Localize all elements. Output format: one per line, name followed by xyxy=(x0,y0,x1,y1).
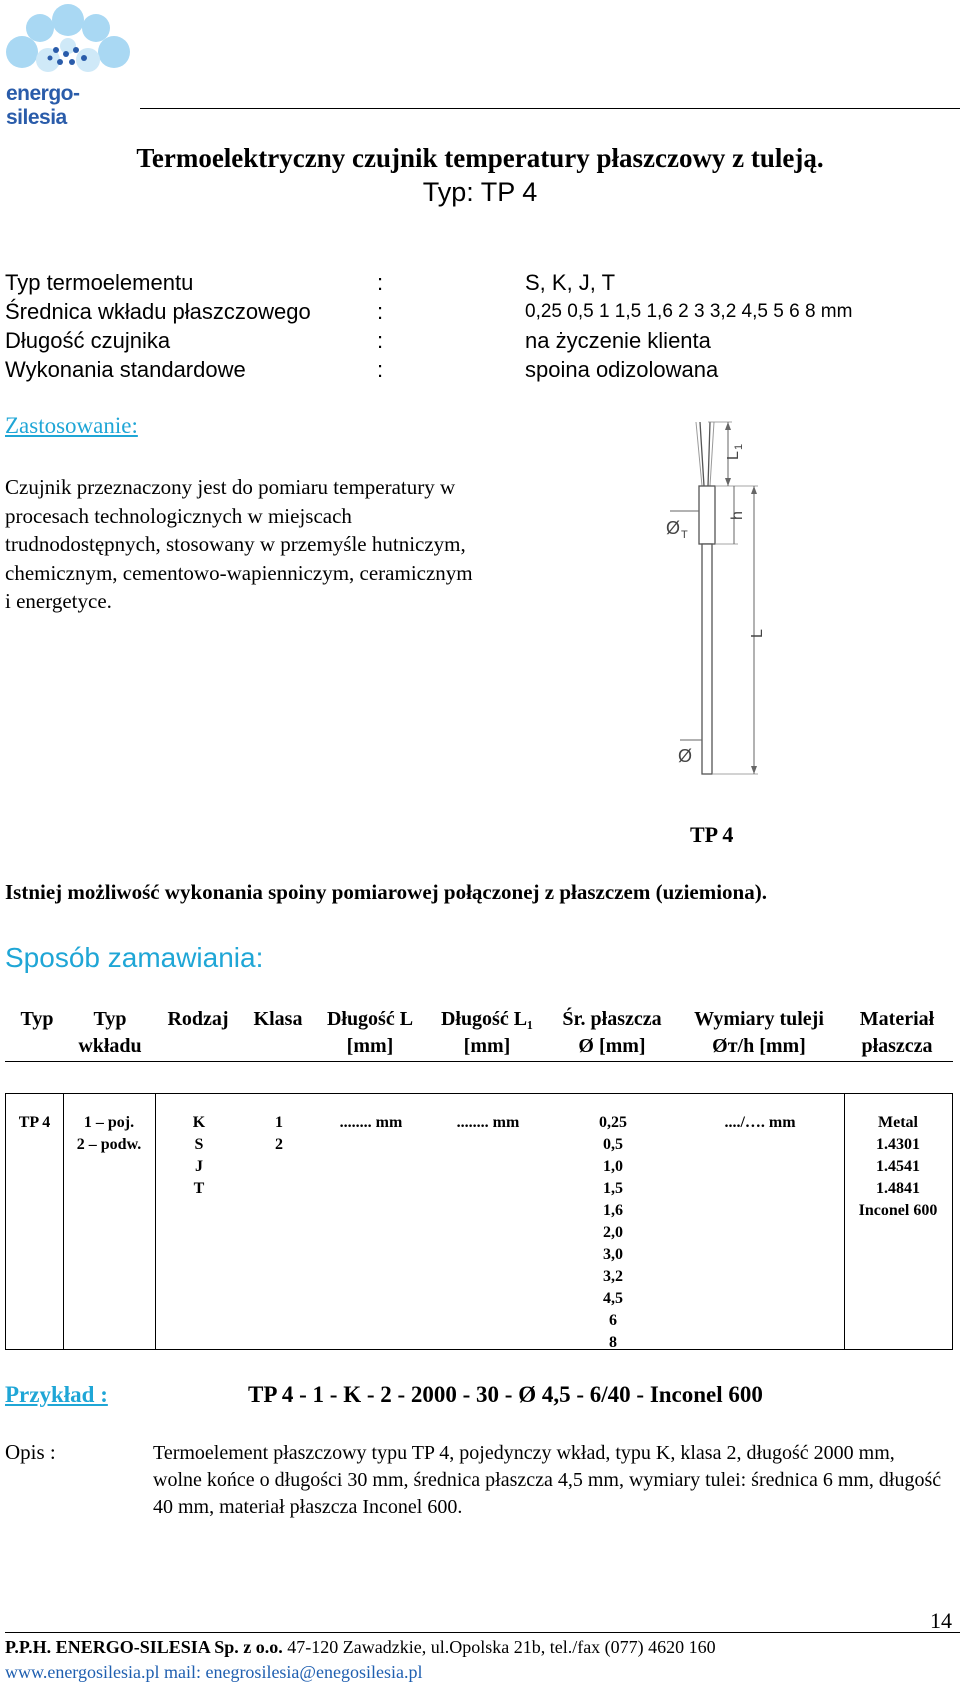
cell-line: 1,0 xyxy=(603,1158,623,1175)
cell-line: 1.4541 xyxy=(876,1158,920,1175)
col-header-line: Śr. płaszcza xyxy=(562,1008,662,1030)
cell-line: 1 – poj. xyxy=(83,1114,135,1131)
cell-line: S xyxy=(194,1136,204,1153)
footer-web-link[interactable]: www.energosilesia.pl mail: enegrosilesia@enegosilesia.pl xyxy=(5,1662,423,1682)
spec-label: Wykonania standardowe xyxy=(5,357,246,382)
description-text: Termoelement płaszczowy typu TP 4, pojedynczy wkład, typu K, klasa 2, długość 2000 mm, wolne końce o długości 30 mm, średnica płaszcza 4,5 mm, wymiary tulei: średnica 6 mm, długość 40 mm, materiał płaszcza Inconel 600. xyxy=(153,1442,942,1518)
cell-tuleja xyxy=(681,1112,839,1134)
cell-wklad xyxy=(63,1112,155,1156)
col-header xyxy=(428,1006,546,1060)
cell-line: ........ mm xyxy=(339,1114,403,1131)
footer-rule xyxy=(5,1632,960,1633)
cell-line: 1,5 xyxy=(603,1180,623,1197)
col-header-line: Długość L₁ xyxy=(440,1008,534,1030)
col-header-line: Materiał xyxy=(859,1008,935,1030)
spec-colon: : xyxy=(377,270,384,295)
cell-line: 8 xyxy=(609,1334,617,1351)
cell-dlugosc-l xyxy=(317,1112,425,1134)
spec-label: Średnica wkładu płaszczowego xyxy=(5,299,311,324)
col-header xyxy=(548,1006,676,1060)
col-header-line: [mm] xyxy=(346,1035,394,1057)
cell-line: T xyxy=(193,1180,205,1197)
cell-line: 4,5 xyxy=(603,1290,623,1307)
application-heading: Zastosowanie: xyxy=(5,413,138,438)
cell-line: TP 4 xyxy=(18,1114,51,1131)
sensor-drawing xyxy=(650,410,780,790)
col-header-line: wkładu xyxy=(78,1035,142,1057)
col-header-line: Wymiary tuleji xyxy=(694,1008,824,1030)
label-d: Ø xyxy=(678,746,693,766)
spec-label: Typ termoelementu xyxy=(5,270,194,295)
ordering-table-body xyxy=(5,1093,953,1350)
example-label: Przykład : xyxy=(5,1382,108,1407)
col-header-line: Klasa xyxy=(253,1008,303,1030)
cell-material xyxy=(844,1112,952,1222)
col-header xyxy=(72,1006,148,1060)
cell-line: Inconel 600 xyxy=(858,1202,938,1219)
label-h: h xyxy=(729,511,746,520)
description-label: Opis : xyxy=(5,1440,56,1464)
col-header-line: Øᴛ/h [mm] xyxy=(712,1035,806,1057)
col-divider xyxy=(155,1094,156,1349)
table-header-rule xyxy=(5,1061,953,1062)
cell-line: 2 xyxy=(275,1136,283,1153)
spec-value: spoina odizolowana xyxy=(525,357,719,382)
cell-line: ........ mm xyxy=(456,1114,520,1131)
label-L1-sub: 1 xyxy=(733,443,745,450)
example-code: TP 4 - 1 - K - 2 - 2000 - 30 - Ø 4,5 - 6/40 - Inconel 600 xyxy=(248,1382,763,1407)
application-text: Czujnik przeznaczony jest do pomiaru temperatury w procesach technologicznych w miejscach trudnodostępnych, stosowany w przemyśle hutniczym, chemicznym, cementowo-wapienniczym, ceramicznym i energetyce. xyxy=(5,475,473,613)
cell-line: 6 xyxy=(609,1312,617,1329)
spec-value: 0,25 0,5 1 1,5 1,6 2 3 3,2 4,5 5 6 8 mm xyxy=(525,301,853,322)
col-header-line: Ø [mm] xyxy=(578,1035,646,1057)
cell-srednica xyxy=(549,1112,677,1354)
footer-contact: 47-120 Zawadzkie, ul.Opolska 21b, tel./fax (077) 4620 160 xyxy=(282,1637,716,1657)
page-subtitle: Typ: TP 4 xyxy=(422,177,538,207)
cell-line: 3,0 xyxy=(603,1246,623,1263)
col-header xyxy=(160,1006,236,1033)
footer-address xyxy=(5,1637,716,1658)
ordering-heading: Sposób zamawiania: xyxy=(5,942,264,973)
cell-line: 0,5 xyxy=(603,1136,623,1153)
col-header xyxy=(842,1006,952,1060)
drawing-caption: TP 4 xyxy=(690,822,734,847)
spec-colon: : xyxy=(377,328,384,353)
spec-label: Długość czujnika xyxy=(5,328,171,353)
label-L: L xyxy=(749,629,766,638)
col-header xyxy=(242,1006,314,1033)
col-header-line: Długość L xyxy=(326,1008,414,1030)
cell-dlugosc-l1 xyxy=(429,1112,547,1134)
logo-graphic xyxy=(0,0,140,90)
spec-value: na życzenie klienta xyxy=(525,328,711,353)
cell-line: 1,6 xyxy=(603,1202,623,1219)
col-header xyxy=(8,1006,66,1033)
page-title: Termoelektryczny czujnik temperatury płaszczowy z tuleją. xyxy=(136,143,824,173)
cell-line: 1 xyxy=(275,1114,283,1131)
cell-typ xyxy=(6,1112,63,1134)
col-header xyxy=(316,1006,424,1060)
cell-line: 1.4301 xyxy=(876,1136,920,1153)
cell-line: K xyxy=(192,1114,206,1131)
notice-text: Istniej możliwość wykonania spoiny pomiarowej połączonej z płaszczem (uziemiona). xyxy=(5,880,767,904)
header-rule xyxy=(140,108,960,109)
col-header-line: Typ xyxy=(20,1008,54,1030)
cell-line: 2,0 xyxy=(603,1224,623,1241)
cell-line: 1.4841 xyxy=(876,1180,920,1197)
cell-line: ..../…. mm xyxy=(724,1114,796,1131)
col-header-line: Typ xyxy=(93,1008,127,1030)
cell-klasa xyxy=(243,1112,315,1156)
page-number: 14 xyxy=(930,1608,952,1633)
cell-line: J xyxy=(195,1158,203,1175)
col-header xyxy=(680,1006,838,1060)
spec-colon: : xyxy=(377,299,384,324)
col-header-line: [mm] xyxy=(463,1035,511,1057)
label-L1: L xyxy=(725,451,742,460)
label-dT: Ø xyxy=(666,518,681,538)
cell-line: 2 – podw. xyxy=(76,1136,142,1153)
logo xyxy=(0,0,140,129)
logo-text: energo-silesia xyxy=(6,82,80,129)
footer-company: P.P.H. ENERGO-SILESIA Sp. z o.o. xyxy=(5,1637,283,1657)
col-header-line: płaszcza xyxy=(861,1035,933,1057)
label-dT-sub: T xyxy=(681,529,688,541)
cell-line: 3,2 xyxy=(603,1268,623,1285)
cell-line: Metal xyxy=(878,1114,918,1131)
spec-colon: : xyxy=(377,357,384,382)
cell-rodzaj xyxy=(161,1112,237,1200)
col-header-line: Rodzaj xyxy=(167,1008,229,1030)
spec-value: S, K, J, T xyxy=(525,270,616,295)
cell-line: 0,25 xyxy=(599,1114,627,1131)
